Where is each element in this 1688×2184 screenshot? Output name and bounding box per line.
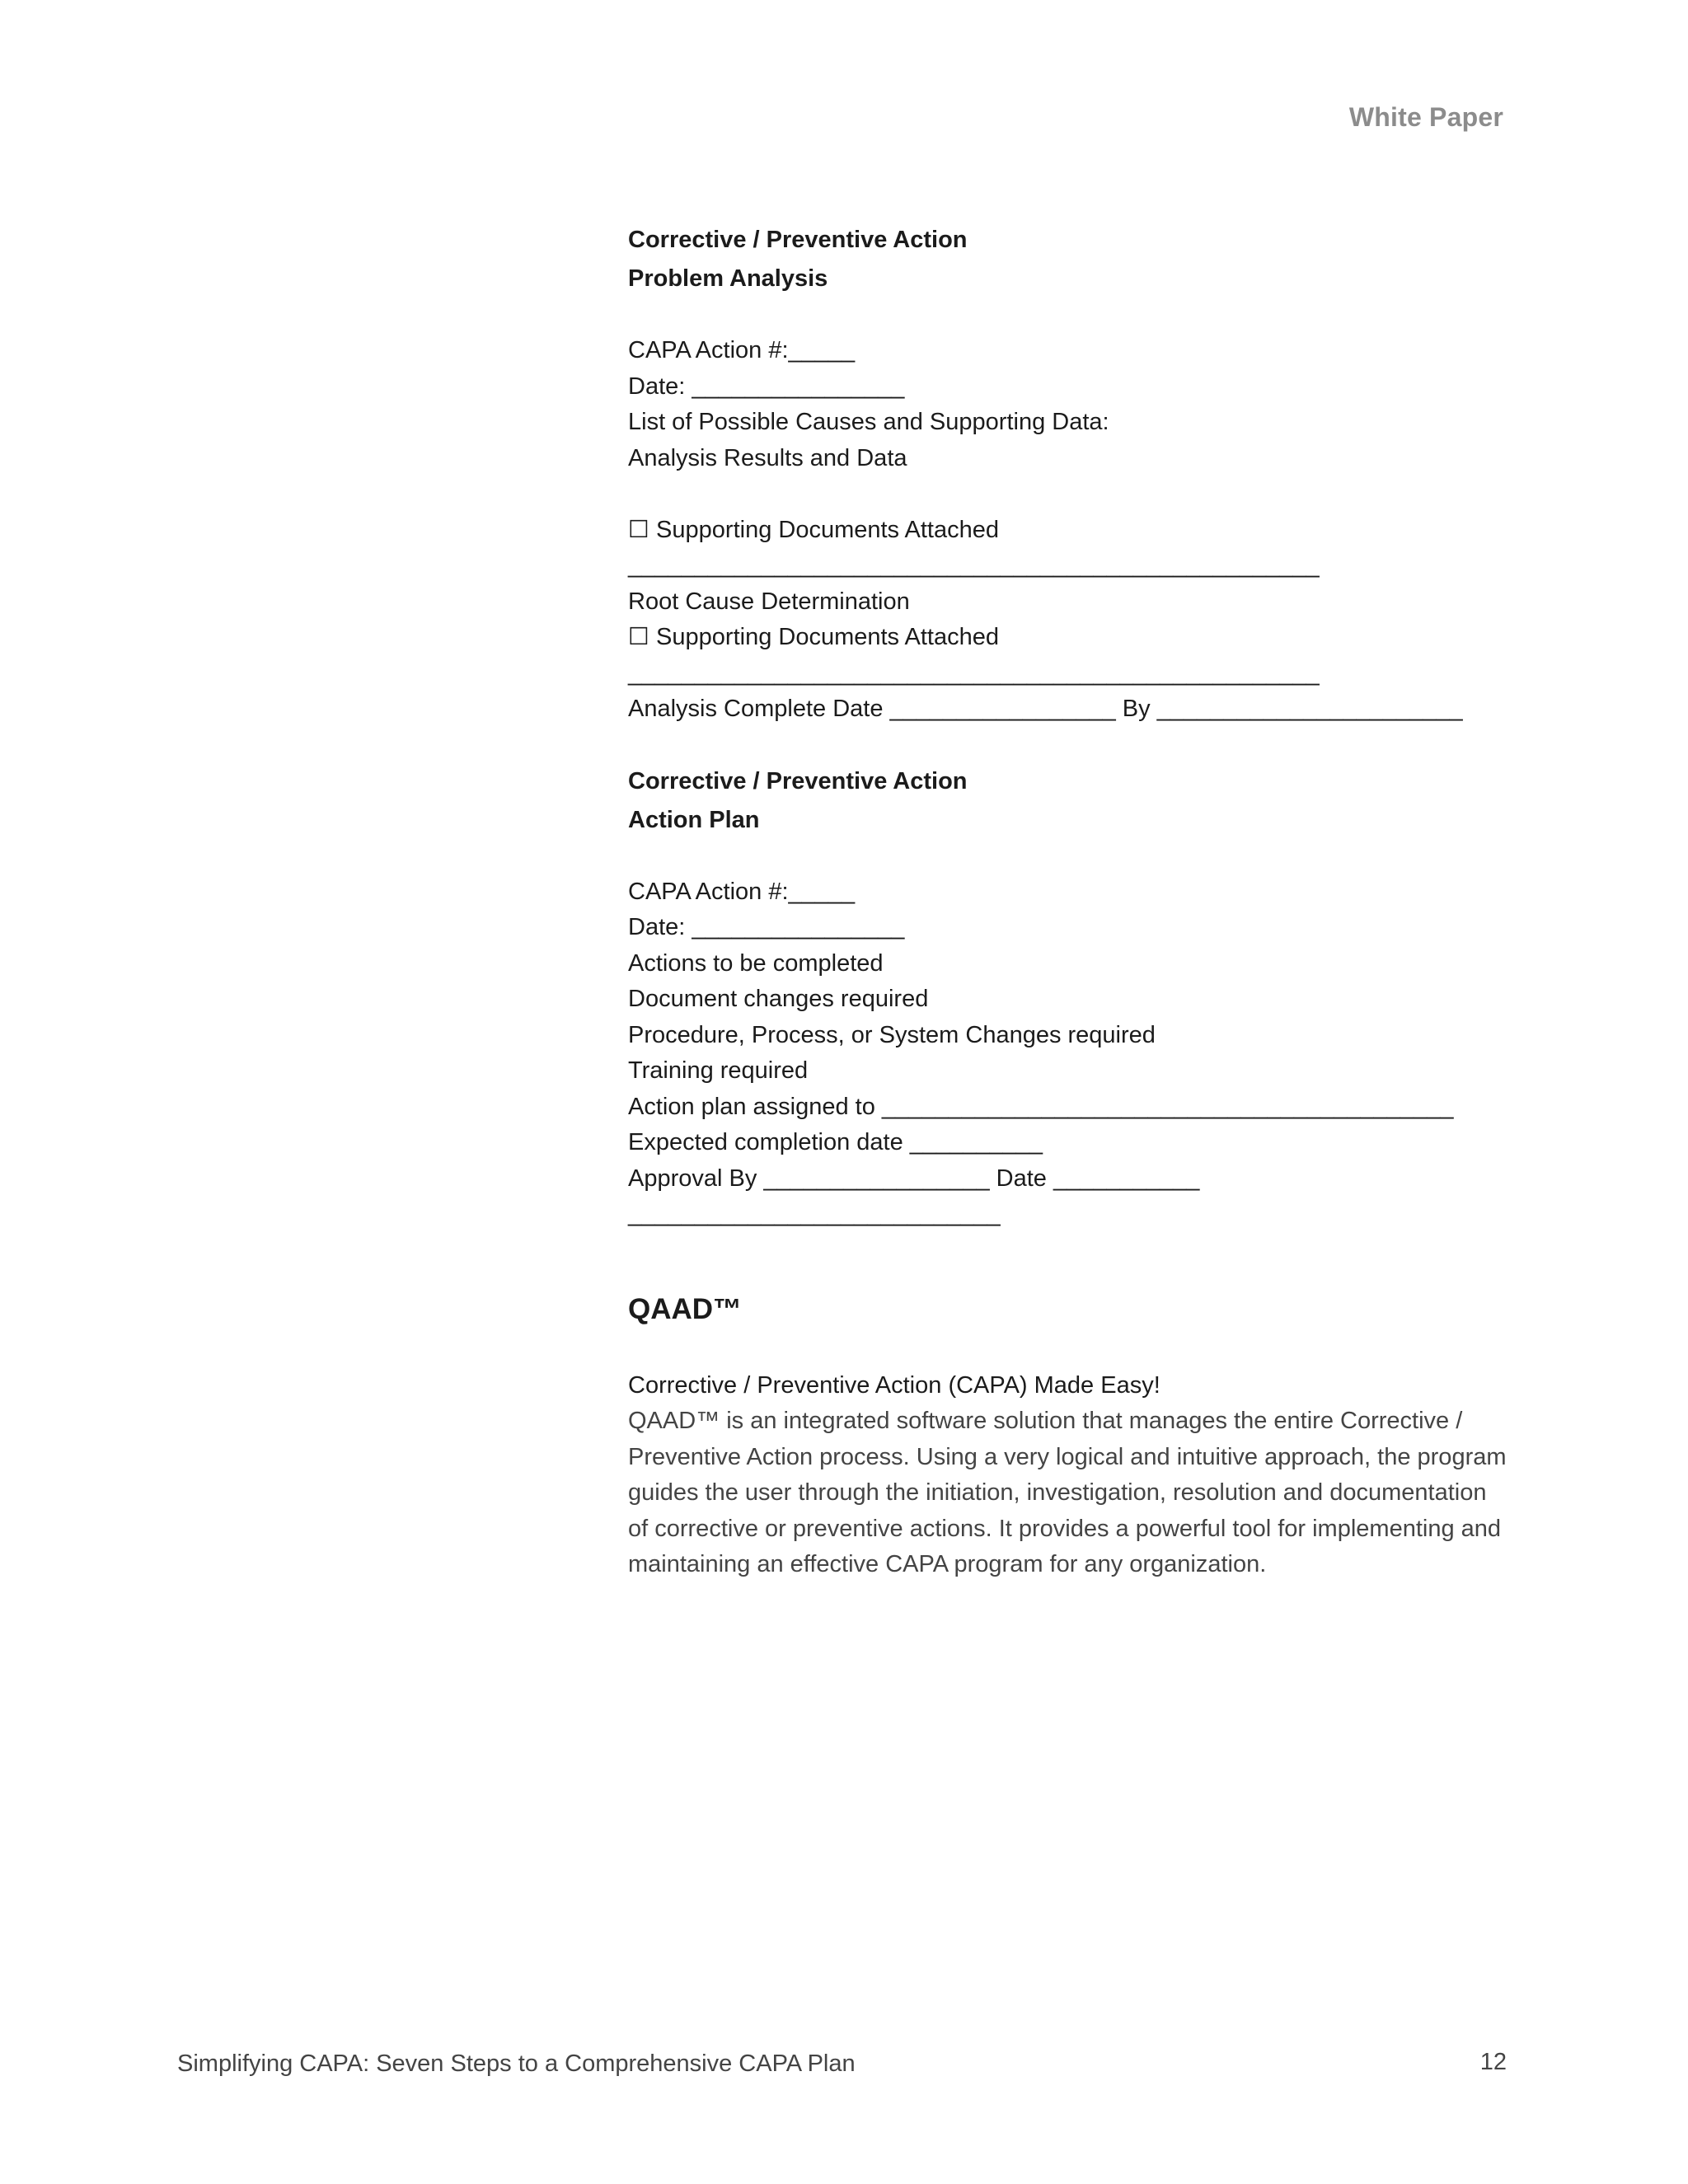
paragraph-line: of corrective or preventive actions. It provides a powerful tool for implementing and [628,1515,1502,1542]
section-subheading: Action Plan [628,806,760,833]
approval-field: Approval By _________________ Date ___________ [628,1165,1200,1192]
product-subtitle: Corrective / Preventive Action (CAPA) Made Easy! [628,1371,1160,1399]
action-plan-section [628,762,1551,1233]
signature-rule: ____________________________________________________ [628,659,1320,687]
section-heading: Corrective / Preventive Action [628,767,968,794]
training-label: Training required [628,1057,809,1084]
document-changes-label: Document changes required [628,986,929,1012]
product-title: QAAD™ [628,1292,743,1325]
date-field: Date: ________________ [628,914,905,940]
system-changes-label: Procedure, Process, or System Changes required [628,1021,1156,1048]
date-field: Date: ________________ [628,373,905,400]
form-lines [628,874,1551,1233]
section-subheading: Problem Analysis [628,265,828,292]
product-description [628,1404,1551,1583]
blank-line [628,476,1551,513]
root-cause-label: Root Cause Determination [628,588,910,615]
problem-analysis-section [628,221,1551,728]
capa-action-number-field: CAPA Action #:_____ [628,337,856,363]
section-heading: Corrective / Preventive Action [628,227,968,253]
capa-action-number-field: CAPA Action #:_____ [628,878,856,905]
footer-document-title: Simplifying CAPA: Seven Steps to a Comprehensive CAPA Plan [177,2050,856,2077]
supporting-documents-checkbox: ☐ Supporting Documents Attached [628,624,999,650]
page-number: 12 [1479,2049,1507,2075]
paragraph-line: maintaining an effective CAPA program for any organization. [628,1551,1267,1577]
paragraph-line: QAAD™ is an integrated software solution that manages the entire Corrective / [628,1408,1463,1434]
possible-causes-label: List of Possible Causes and Supporting Data: [628,409,1109,435]
page-content [628,221,1551,1583]
analysis-results-label: Analysis Results and Data [628,444,907,471]
signature-rule: ____________________________ [628,1201,1001,1227]
actions-label: Actions to be completed [628,949,884,977]
analysis-complete-field: Analysis Complete Date _________________ By _______________________ [628,696,1463,722]
paragraph-line: guides the user through the initiation, investigation, resolution and documentation [628,1479,1487,1506]
assigned-to-field: Action plan assigned to ___________________________________________ [628,1093,1454,1120]
form-lines [628,333,1551,728]
signature-rule: ____________________________________________________ [628,552,1320,579]
supporting-documents-checkbox: ☐ Supporting Documents Attached [628,516,999,543]
document-type-label: White Paper [1348,102,1503,132]
completion-date-field: Expected completion date __________ [628,1129,1043,1155]
paragraph-line: Preventive Action process. Using a very logical and intuitive approach, the program [628,1443,1507,1470]
